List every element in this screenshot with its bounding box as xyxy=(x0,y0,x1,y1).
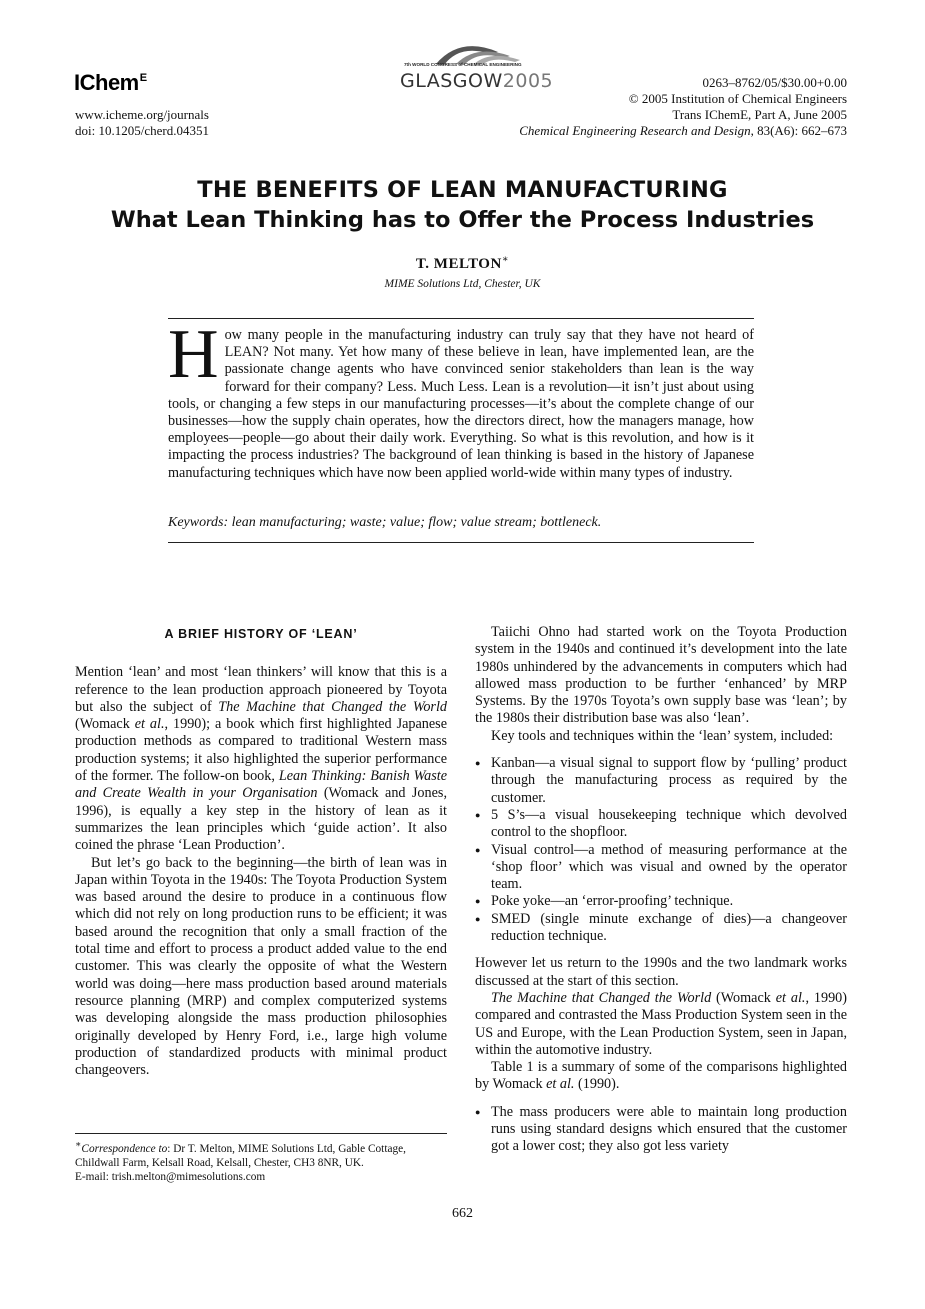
list-item: ● Poke yoke—an ‘error-proofing’ technique. xyxy=(475,893,847,910)
abstract xyxy=(168,316,754,482)
paragraph: Taiichi Ohno had started work on the Toyota Production system in the 1940s and continued it’s development into the late 1980s unhindered by the advancements in computers which had allowed mass production to be further ‘enhanced’ by MRP Systems. By the 1970s Toyota’s own supply base was ‘lean’; by the 1980s their distribution base was also ‘lean’. xyxy=(475,624,847,727)
conference-subtitle: 7th WORLD CONGRESS of CHEMICAL ENGINEERING xyxy=(404,62,522,67)
abstract-bottom-rule xyxy=(168,542,754,543)
drop-cap: H xyxy=(168,316,219,393)
abstract-text: ow many people in the manufacturing industry can truly say that they have not heard of LEAN? Not many. Yet how many of these believe in lean, have implemented lean, are the passionate change agents who have convinced senior stakeholders than lean is the way forward for their company? Less. Much Less. Lean is a revolution—it isn’t just about using tools, or changing a few steps in our manufacturing processes—it’s about the complete change of our businesses—how the supply chain operates, how the directors direct, how the managers manage, how employees—people—go about their daily work. Everything. So what is this revolution, and how is it impacting the process industries? The background of lean thinking is based in the history of Japanese manufacturing techniques which have now been applied world-wide within many types of industry. xyxy=(168,327,754,481)
copyright: © 2005 Institution of Chemical Engineers xyxy=(628,91,847,106)
paragraph: However let us return to the 1990s and the two landmark works discussed at the start of this section. xyxy=(475,955,847,989)
abstract-top-rule xyxy=(168,318,754,319)
paragraph: Mention ‘lean’ and most ‘lean thinkers’ will know that this is a reference to the lean production approach pioneered by Toyota but also the subject of The Machine that Changed the World (Womack et al., 1990); a book which first highlighted Japanese production methods as compared to traditional Western mass production systems; it also highlighted the superior performance of the former. The follow-on book, Lean Thinking: Banish Waste and Create Wealth in your Organisation (Womack and Jones, 1996), is equally a key step in the history of lean as it summarizes the lean principles which ‘guide action’. It also coined the phrase ‘Lean Production’. xyxy=(75,664,447,854)
list-item: ● 5 S’s—a visual housekeeping technique which devolved control to the shopfloor. xyxy=(475,807,847,842)
journal-citation: Chemical Engineering Research and Design, 83(A6): 662–673 xyxy=(519,123,847,138)
correspondence: ∗Correspondence to: Dr T. Melton, MIME Solutions Ltd, Gable Cottage, Childwall Farm, Kelsall Road, Kelsall, Chester, CH3 8NR, UK. xyxy=(75,1140,406,1169)
book-title: The Machine that Changed the World xyxy=(491,989,712,1006)
conference-city: GLASGOW xyxy=(400,70,503,92)
section-heading: A BRIEF HISTORY OF ‘LEAN’ xyxy=(164,627,358,641)
left-column xyxy=(75,624,447,1079)
author-name: T. MELTON xyxy=(415,256,502,272)
journal-volume: 83(A6): 662–673 xyxy=(757,123,847,138)
journal-name: Chemical Engineering Research and Design xyxy=(519,123,751,138)
list-item: ● Visual control—a method of measuring performance at the ‘shop floor’ which was visual and owned by the operator team. xyxy=(475,842,847,894)
paragraph: Key tools and techniques within the ‘lean’ system, included: xyxy=(491,727,834,744)
affiliation: MIME Solutions Ltd, Chester, UK xyxy=(384,278,541,290)
keywords: Keywords: lean manufacturing; waste; value; flow; value stream; bottleneck. xyxy=(168,515,602,530)
footnote-rule xyxy=(75,1133,447,1134)
paper-title xyxy=(60,175,865,235)
title-line-2: What Lean Thinking has to Offer the Process Industries xyxy=(110,207,815,233)
header-right xyxy=(519,75,847,139)
conference-year: 2005 xyxy=(502,70,554,92)
paragraph: But let’s go back to the beginning—the birth of lean was in Japan within Toyota in the 1940s: The Toyota Production System was based around the desire to produce in a continuous flow which did not rely on long production runs to be efficient; it was based around the recognition that only a small fraction of the total time and effort to process a product added value to the end customer. This was clearly the opposite of what the Western world was doing—here mass production based around materials resource planning (MRP) and complex computerized systems was developing alongside the mass production philosophies originally developed by Henry Ford, i.e., large high volume production of standardized products with minimal product changeovers. xyxy=(75,854,447,1079)
journal-website-link[interactable]: www.icheme.org/journals xyxy=(75,107,209,122)
book-title: Lean Thinking: Banish Waste and Create Wealth in your Organisation xyxy=(75,768,447,802)
author-footnote-mark[interactable]: ∗ xyxy=(501,254,510,265)
header-left xyxy=(75,107,209,139)
author xyxy=(60,254,865,273)
paragraph: Table 1 is a summary of some of the comparisons highlighted by Womack et al. (1990). xyxy=(475,1059,847,1093)
trans-line: Trans IChemE, Part A, June 2005 xyxy=(672,107,847,122)
comparison-list xyxy=(475,1104,847,1156)
logo-superscript: E xyxy=(139,72,147,84)
footnote xyxy=(75,1138,447,1184)
tools-list xyxy=(475,755,847,945)
list-item: ● The mass producers were able to maintain long production runs using standard designs which ensured that the customer got a lower cost; they also got less variety xyxy=(475,1104,847,1156)
issn-price: 0263–8762/05/$30.00+0.00 xyxy=(702,75,847,90)
conference-logo xyxy=(398,38,554,98)
list-item: ● Kanban—a visual signal to support flow by ‘pulling’ product through the manufacturing process as required by the customer. xyxy=(475,755,847,807)
icheme-logo xyxy=(74,70,147,96)
paragraph: The Machine that Changed the World (Womack et al., 1990) compared and contrasted the Mass Production System seen in the US and Europe, with the Lean Production System, seen in Japan, within the automotive industry. xyxy=(475,989,848,1058)
right-column xyxy=(475,624,847,1166)
email-link[interactable]: E-mail: trish.melton@mimesolutions.com xyxy=(75,1170,266,1183)
book-title: The Machine that Changed the World xyxy=(218,698,447,715)
list-item: ● SMED (single minute exchange of dies)—a changeover reduction technique. xyxy=(475,911,847,946)
doi-link[interactable]: doi: 10.1205/cherd.04351 xyxy=(75,123,209,138)
title-line-1: THE BENEFITS OF LEAN MANUFACTURING xyxy=(197,177,728,203)
logo-text: IChem xyxy=(74,70,139,95)
page-number: 662 xyxy=(452,1206,473,1221)
